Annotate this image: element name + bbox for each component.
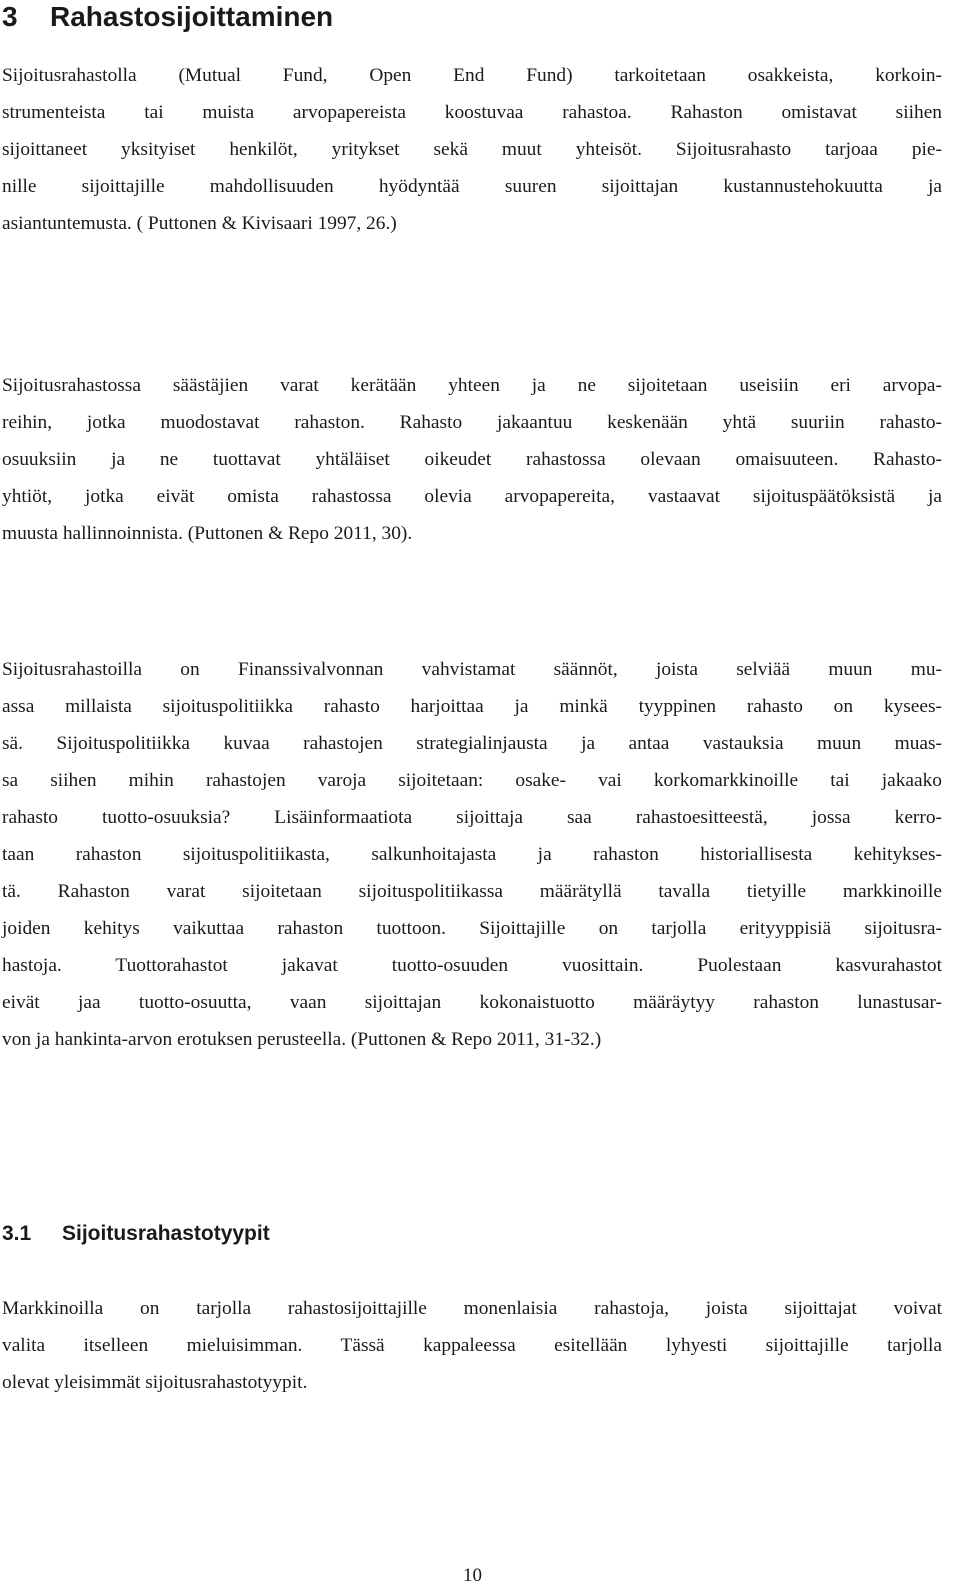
paragraph-mutual-fund-definition: [2, 57, 942, 242]
text-line: nille sijoittajille mahdollisuuden hyödyntää suuren sijoittajan kustannustehokuutta ja: [2, 176, 942, 197]
text-line: osuuksiin ja ne tuottavat yhtäläiset oikeudet rahastossa olevaan omaisuuteen. Rahasto-: [2, 449, 942, 470]
text-line: eivät jaa tuotto-osuutta, vaan sijoittajan kokonaistuotto määräytyy rahaston lunastusar-: [2, 992, 942, 1013]
text-line: taan rahaston sijoituspolitiikasta, salkunhoitajasta ja rahaston historiallisesta kehitykses-: [2, 844, 942, 865]
section-number: 3.1: [2, 1222, 32, 1245]
paragraph-fund-structure: [2, 367, 942, 552]
chapter-title: Rahastosijoittaminen: [50, 1, 334, 32]
text-line: sijoittaneet yksityiset henkilöt, yritykset sekä muut yhteisöt. Sijoitusrahasto tarjoaa pie-: [2, 139, 942, 160]
text-line: tä. Rahaston varat sijoitetaan sijoituspolitiikassa määrätyllä tavalla tietyille markkinoille: [2, 881, 942, 902]
text-line: reihin, jotka muodostavat rahaston. Rahasto jakaantuu keskenään yhtä suuriin rahasto-: [2, 412, 942, 433]
section-heading: [2, 1220, 270, 1248]
paragraph-fund-types-intro: [2, 1290, 942, 1401]
text-line: yhtiöt, jotka eivät omista rahastossa olevia arvopapereita, vastaavat sijoituspäätöksistä ja: [2, 486, 942, 507]
text-line: hastoja. Tuottorahastot jakavat tuotto-osuuden vuosittain. Puolestaan kasvurahastot: [2, 955, 942, 976]
chapter-heading: [2, 0, 333, 34]
text-line: sä. Sijoituspolitiikka kuvaa rahastojen strategialinjausta ja antaa vastauksia muun muas-: [2, 733, 942, 754]
chapter-number: 3: [2, 1, 18, 32]
text-line: Markkinoilla on tarjolla rahastosijoittajille monenlaisia rahastoja, joista sijoittajat voivat: [2, 1298, 942, 1319]
text-line: strumenteista tai muista arvopapereista koostuvaa rahastoa. Rahaston omistavat siihen: [2, 102, 942, 123]
text-line: asiantuntemusta. ( Puttonen & Kivisaari 1997, 26.): [2, 213, 397, 234]
text-line: Sijoitusrahastossa säästäjien varat kerätään yhteen ja ne sijoitetaan useisiin eri arvopa-: [2, 375, 942, 396]
text-line: von ja hankinta-arvon erotuksen perusteella. (Puttonen & Repo 2011, 31-32.): [2, 1029, 602, 1050]
text-line: olevat yleisimmät sijoitusrahastotyypit.: [2, 1372, 308, 1393]
text-line: rahasto tuotto-osuuksia? Lisäinformaatiota sijoittaja saa rahastoesitteestä, jossa kerro-: [2, 807, 942, 828]
text-line: muusta hallinnoinnista. (Puttonen & Repo 2011, 30).: [2, 523, 413, 544]
text-line: joiden kehitys vaikuttaa rahaston tuottoon. Sijoittajille on tarjolla erityyppisiä sijoitusra-: [2, 918, 942, 939]
section-title: Sijoitusrahastotyypit: [62, 1222, 270, 1245]
text-line: Sijoitusrahastolla (Mutual Fund, Open End Fund) tarkoitetaan osakkeista, korkoin-: [2, 65, 942, 86]
text-line: Sijoitusrahastoilla on Finanssivalvonnan vahvistamat säännöt, joista selviää muun mu-: [2, 659, 942, 680]
text-line: sa siihen mihin rahastojen varoja sijoitetaan: osake- vai korkomarkkinoille tai jakaako: [2, 770, 942, 791]
text-line: assa millaista sijoituspolitiikka rahasto harjoittaa ja minkä tyyppinen rahasto on kysees-: [2, 696, 942, 717]
paragraph-fund-rules: [2, 651, 942, 1058]
page-number: 10: [463, 1565, 482, 1586]
text-line: valita itselleen mieluisimman. Tässä kappaleessa esitellään lyhyesti sijoittajille tarjolla: [2, 1335, 942, 1356]
